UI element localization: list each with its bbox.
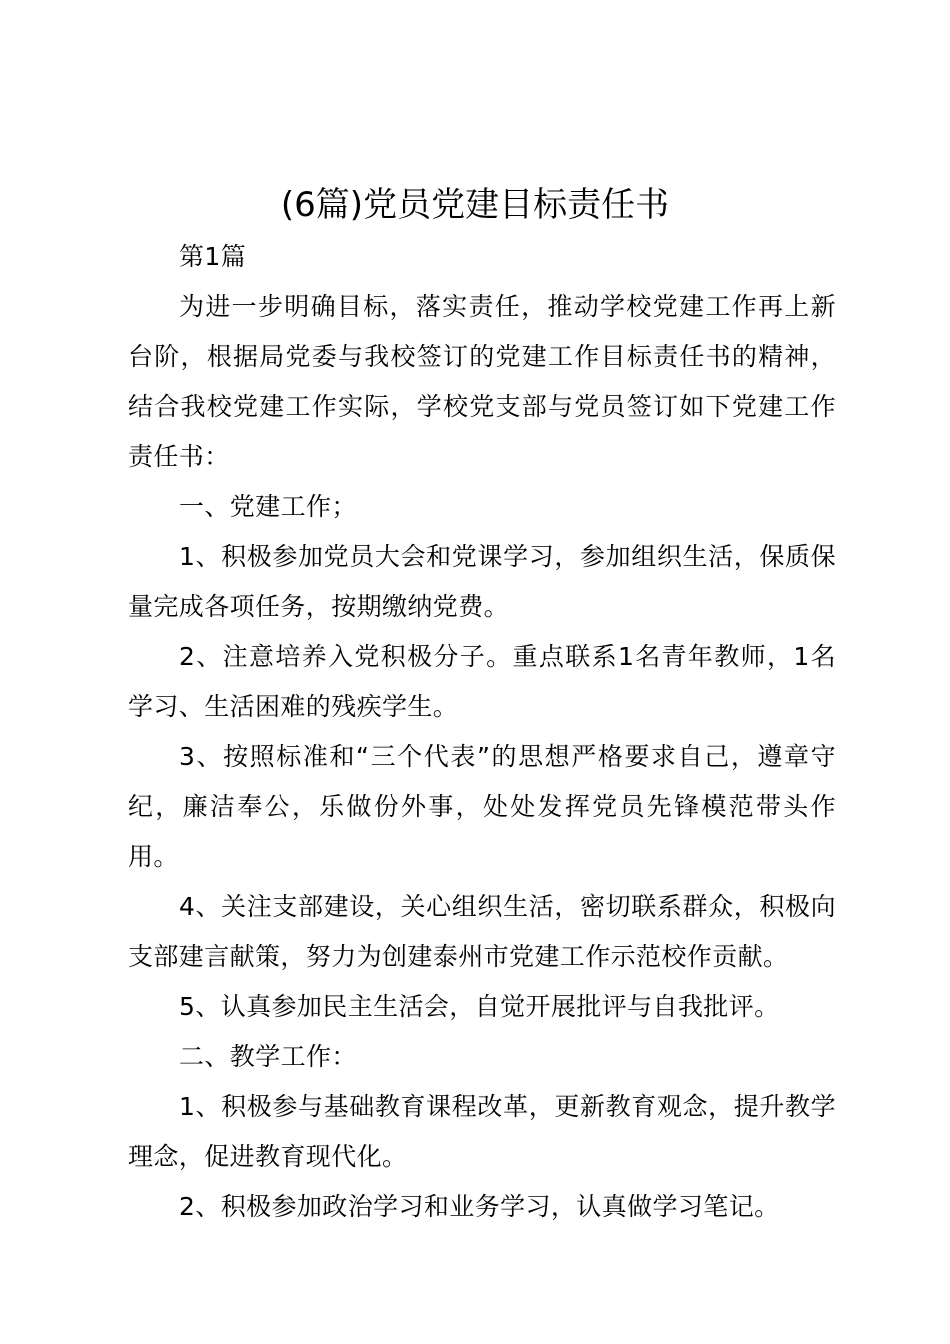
document-body (128, 232, 836, 1232)
paragraph-party-item-3: 3、按照标准和“三个代表”的思想严格要求自己，遵章守纪，廉洁奉公，乐做份外事，处处发挥党员先锋模范带头作用。 (128, 742, 836, 871)
paragraph-party-item-1: 1、积极参加党员大会和党课学习，参加组织生活，保质保量完成各项任务，按期缴纳党费。 (128, 542, 836, 621)
section-heading-part-1: 第1篇 (179, 242, 247, 271)
paragraph-party-item-4: 4、关注支部建设，关心组织生活，密切联系群众，积极向支部建言献策，努力为创建泰州市党建工作示范校作贡献。 (128, 892, 836, 971)
section-heading-teaching-work: 二、教学工作： (179, 1042, 357, 1071)
paragraph-teaching-item-1: 1、积极参与基础教育课程改革，更新教育观念，提升教学理念，促进教育现代化。 (128, 1092, 836, 1171)
paragraph-party-item-2: 2、注意培养入党积极分子。重点联系1名青年教师，1名学习、生活困难的残疾学生。 (128, 642, 836, 721)
document-title: (6篇)党员党建目标责任书 (280, 185, 670, 225)
intro-paragraph: 为进一步明确目标，落实责任，推动学校党建工作再上新台阶，根据局党委与我校签订的党建工作目标责任书的精神，结合我校党建工作实际，学校党支部与党员签订如下党建工作责任书： (128, 292, 836, 471)
paragraph-party-item-5: 5、认真参加民主生活会，自觉开展批评与自我批评。 (179, 992, 780, 1021)
section-heading-party-work: 一、党建工作； (179, 492, 357, 521)
paragraph-teaching-item-2: 2、积极参加政治学习和业务学习，认真做学习笔记。 (179, 1192, 780, 1221)
